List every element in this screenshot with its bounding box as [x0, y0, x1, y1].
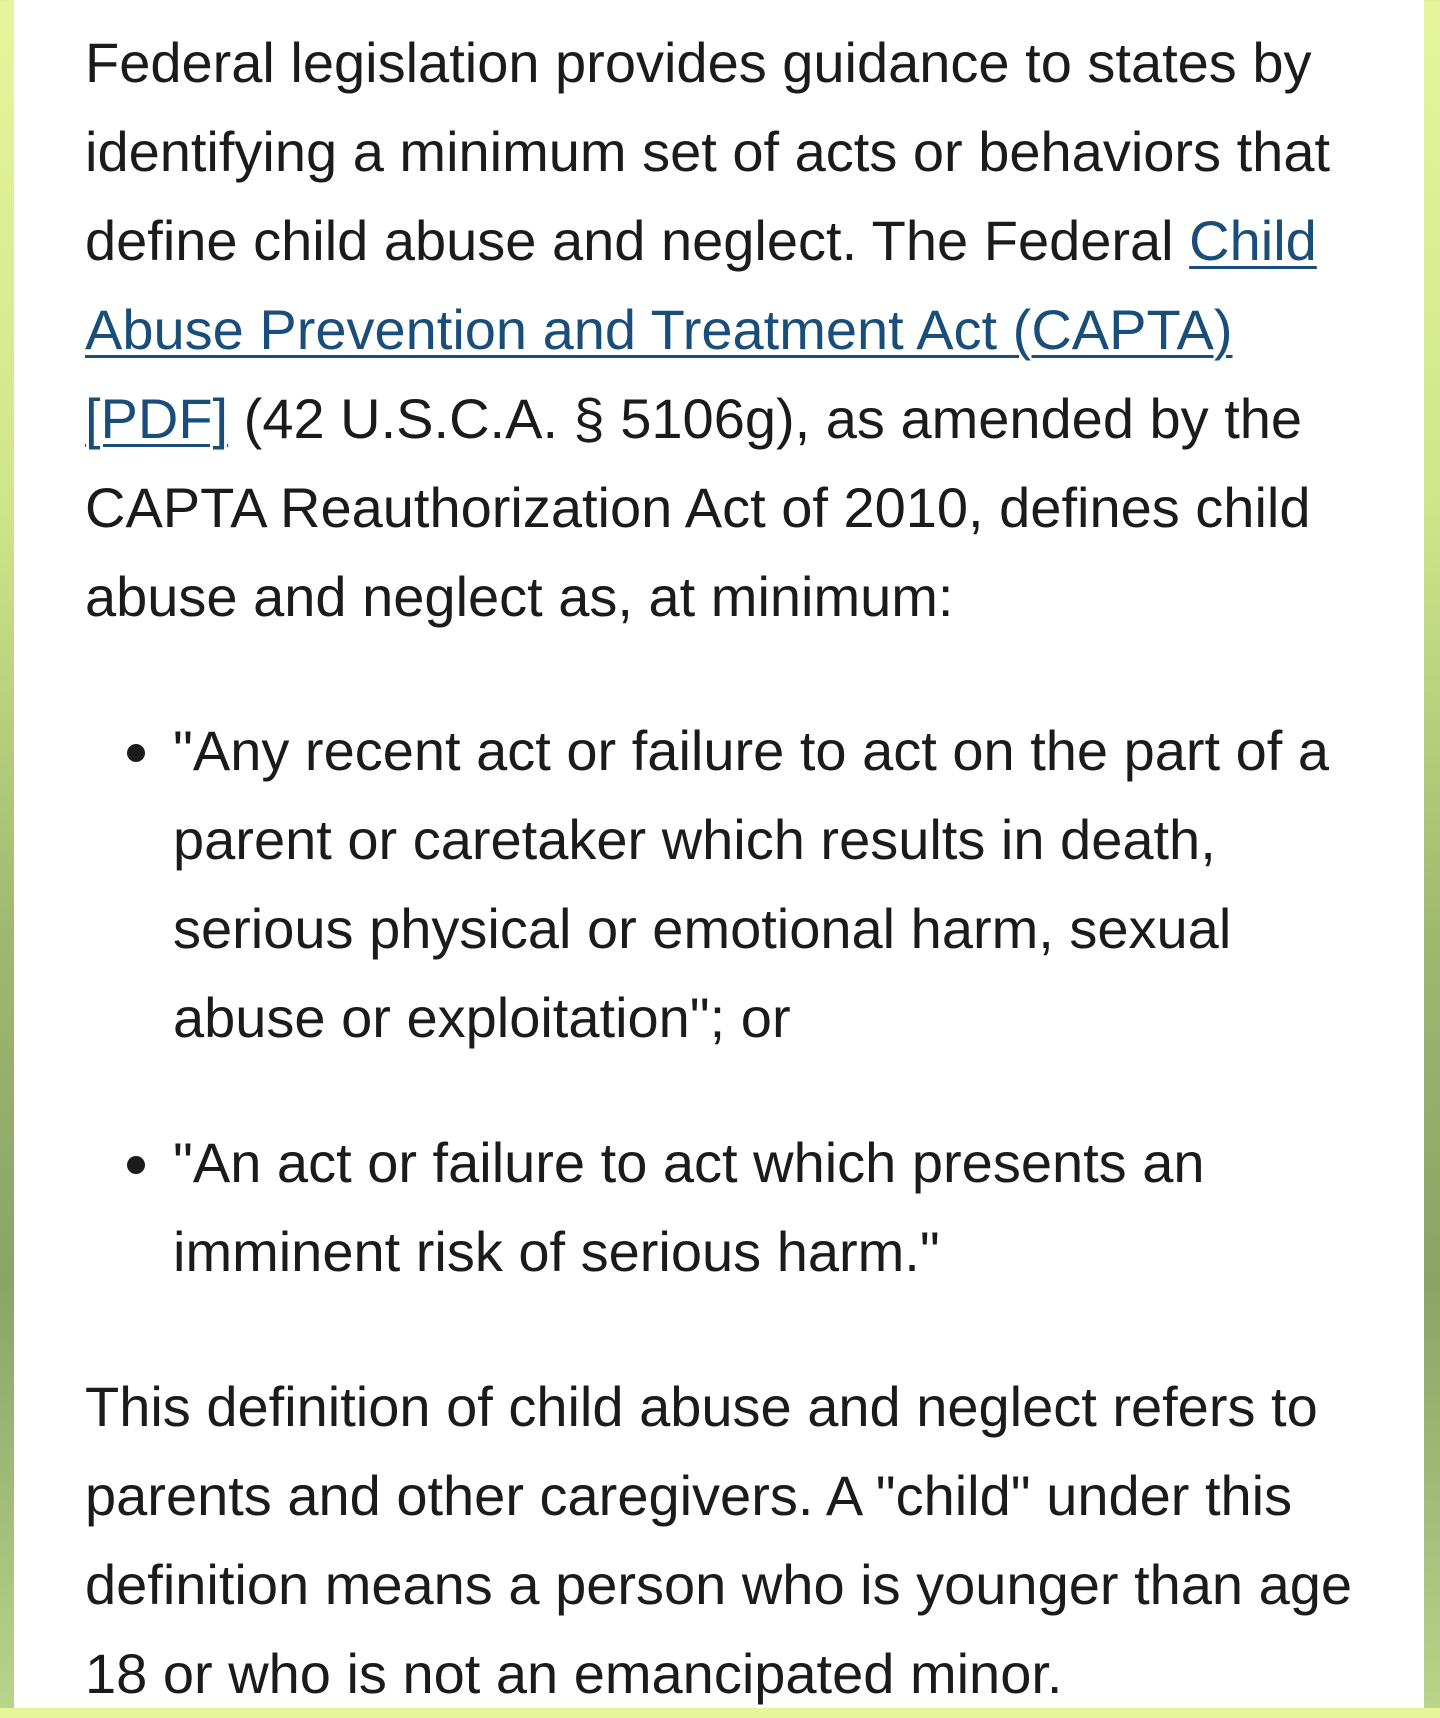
bullet-icon: [127, 744, 145, 762]
list-item-text: "An act or failure to act which presents an imminent risk of serious harm.": [173, 1131, 1205, 1283]
intro-text: Federal legislation provides guidance to states by identifying a minimum set of acts or behaviors that define child abuse and neglect. The Federal: [85, 31, 1331, 272]
intro-text-continued: (42 U.S.C.A. § 5106g), as amended by the CAPTA Reauthorization Act of 2010, defines child abuse and neglect as, at minimum:: [85, 387, 1311, 628]
definition-list: [85, 706, 1360, 1296]
article-page: [14, 0, 1424, 1708]
intro-paragraph: [85, 18, 1360, 641]
article-content: [85, 18, 1360, 1718]
bullet-icon: [127, 1156, 145, 1174]
capta-pdf-link[interactable]: Child Abuse Prevention and Treatment Act (CAPTA) [PDF]: [85, 209, 1317, 450]
list-item: [85, 706, 1360, 1062]
closing-paragraph: This definition of child abuse and neglect refers to parents and other caregivers. A "child" under this definition means a person who is younger than age 18 or who is not an emancipated minor.: [85, 1375, 1353, 1705]
list-item-text: "Any recent act or failure to act on the part of a parent or caretaker which results in death, serious physical or emotional harm, sexual abuse or exploitation"; or: [173, 719, 1330, 1049]
list-item: [85, 1118, 1360, 1296]
